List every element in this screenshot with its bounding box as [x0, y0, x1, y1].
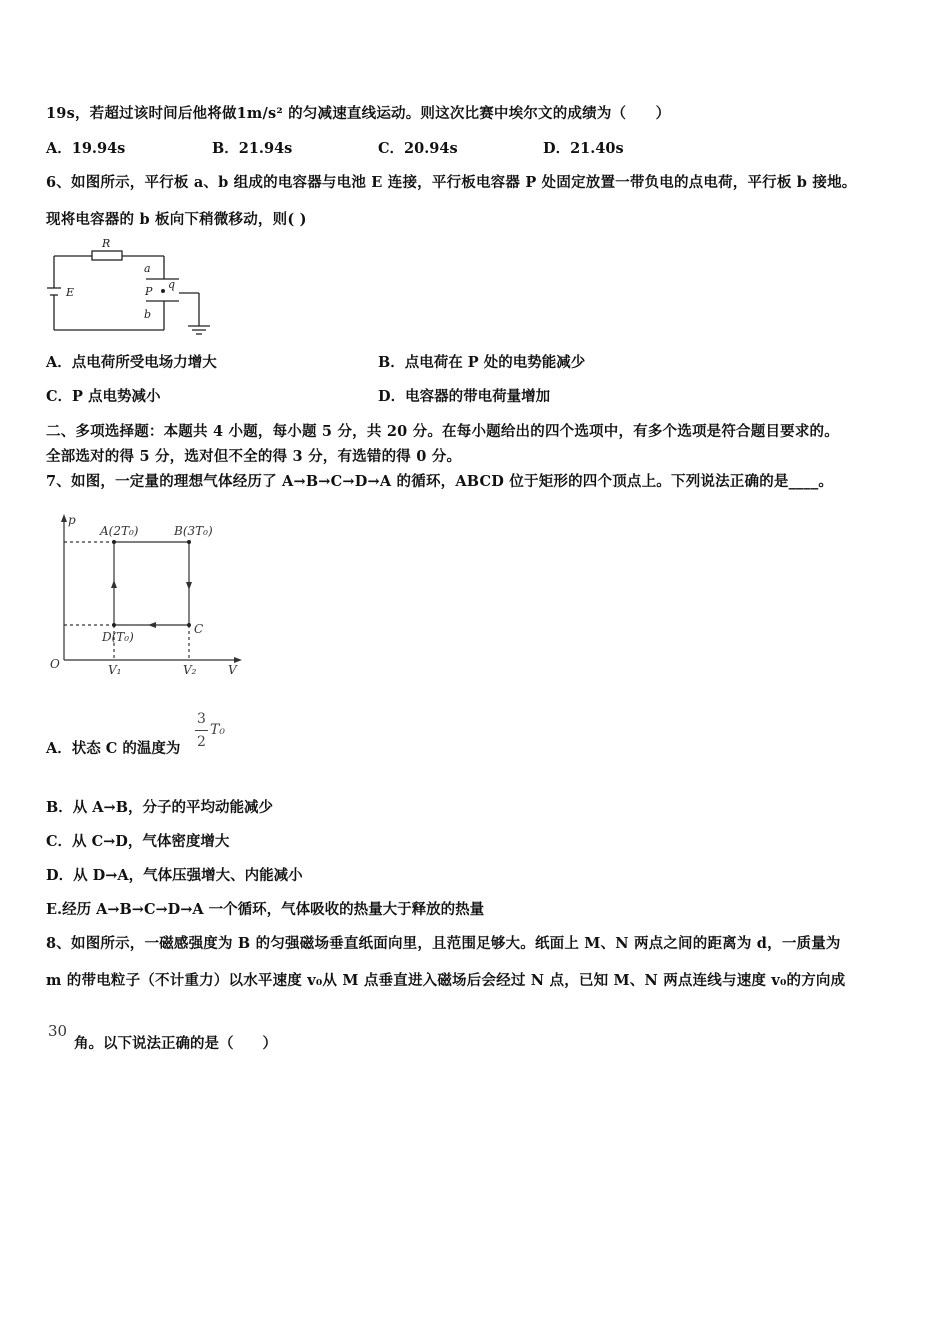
q5-option-a[interactable]: A．19.94s	[46, 140, 126, 157]
tick-v2-label: V₂	[183, 663, 197, 677]
section2-header-line2: 全部选对的得 5 分，选对但不全的得 3 分，有选错的得 0 分。	[46, 448, 462, 465]
q7-option-d[interactable]: D．从 D→A，气体压强增大、内能减小	[46, 867, 303, 884]
pv-cycle-graph	[44, 512, 254, 682]
q5-option-b[interactable]: B．21.94s	[212, 140, 293, 157]
label-a: a	[144, 262, 151, 275]
fraction-t0: T₀	[210, 722, 225, 738]
label-q: q	[168, 278, 176, 291]
angle-value: 30	[48, 1022, 68, 1040]
q7-option-c[interactable]: C．从 C→D，气体密度增大	[46, 833, 230, 850]
tick-v1-label: V₁	[108, 663, 122, 677]
arrow-b-to-c	[186, 582, 192, 590]
section2-header-line1: 二、多项选择题：本题共 4 小题，每小题 5 分，共 20 分。在每小题给出的四个选项中，有多个选项是符合题目要求的。	[46, 423, 839, 440]
origin-label: O	[50, 657, 60, 671]
q6-option-a[interactable]: A．点电荷所受电场力增大	[46, 354, 217, 371]
point-a-label: A(2T₀)	[100, 524, 139, 538]
q6-stem-line1: 6、如图所示，平行板 a、b 组成的电容器与电池 E 连接，平行板电容器 P 处固定放置一带负电的点电荷，平行板 b 接地。	[46, 174, 857, 191]
label-e: E	[66, 286, 75, 299]
q8-stem-line1: 8、如图所示，一磁感强度为 B 的匀强磁场垂直纸面向里，且范围足够大。纸面上 M、N 两点之间的距离为 d，一质量为	[46, 935, 841, 952]
arrow-d-to-a	[111, 580, 117, 588]
fraction-denominator: 2	[197, 734, 206, 750]
q6-option-d[interactable]: D．电容器的带电荷量增加	[378, 388, 551, 405]
q8-stem-line2: m 的带电粒子（不计重力）以水平速度 v₀从 M 点垂直进入磁场后会经过 N 点，已知 M、N 两点连线与速度 v₀的方向成	[46, 972, 846, 989]
point-c-label: C	[194, 622, 204, 636]
fraction-bar	[195, 730, 208, 731]
label-p: P	[145, 285, 153, 298]
label-r: R	[102, 237, 111, 250]
point-b-label: B(3T₀)	[174, 524, 213, 538]
q5-option-c[interactable]: C．20.94s	[378, 140, 458, 157]
point-charge-dot	[161, 289, 165, 293]
q5-option-d[interactable]: D．21.40s	[543, 140, 624, 157]
capacitor-circuit-diagram	[44, 234, 219, 339]
label-b: b	[144, 308, 152, 321]
q6-option-b[interactable]: B．点电荷在 P 处的电势能减少	[378, 354, 586, 371]
axis-label-v: V	[228, 663, 237, 677]
fraction-numerator: 3	[197, 711, 206, 727]
point-d-label: D(T₀)	[102, 630, 134, 644]
q7-option-a[interactable]: A．状态 C 的温度为	[46, 740, 181, 757]
q5-stem: 19s，若超过该时间后他将做1m/s² 的匀减速直线运动。则这次比赛中埃尔文的成绩为（ ）	[46, 105, 671, 122]
arrow-c-to-d	[148, 622, 156, 628]
axis-label-p: p	[68, 513, 76, 527]
q7-stem: 7、如图，一定量的理想气体经历了 A→B→C→D→A 的循环，ABCD 位于矩形的四个顶点上。下列说法正确的是____。	[46, 473, 834, 490]
q6-option-c[interactable]: C．P 点电势减小	[46, 388, 161, 405]
q7-option-e[interactable]: E.经历 A→B→C→D→A 一个循环，气体吸收的热量大于释放的热量	[46, 901, 485, 918]
q6-stem-line2: 现将电容器的 b 板向下稍微移动，则( )	[46, 211, 307, 228]
q7-option-b[interactable]: B．从 A→B，分子的平均动能减少	[46, 799, 273, 816]
q8-stem-line3: 角。以下说法正确的是（ ）	[74, 1035, 277, 1052]
